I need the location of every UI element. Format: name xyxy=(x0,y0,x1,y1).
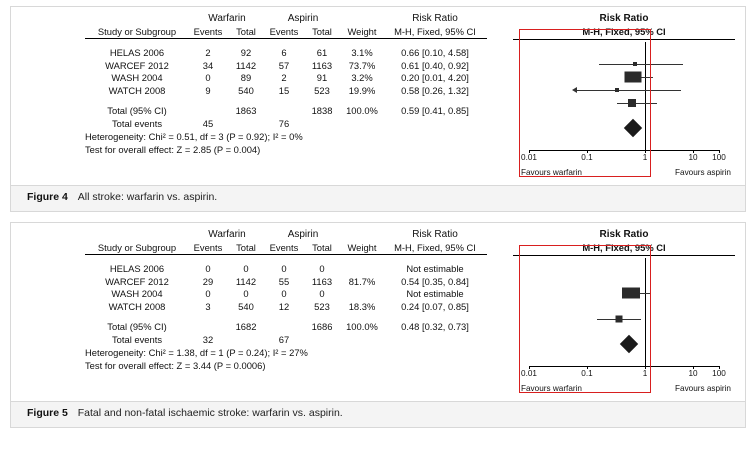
group-header-warfarin: Warfarin xyxy=(208,229,246,240)
table-row-total xyxy=(85,105,487,118)
row-total-warfarin: 1142 xyxy=(235,275,257,287)
col-events-aspirin: Events xyxy=(265,242,303,255)
plot-subtitle: M-H, Fixed, 95% CI xyxy=(513,26,735,41)
meta-analysis-table-5 xyxy=(85,229,487,346)
group-header-aspirin: Aspirin xyxy=(287,229,319,240)
figure-block-4 xyxy=(10,6,746,212)
total-events-label: Total events xyxy=(111,117,163,129)
total-weight: 100.0% xyxy=(346,321,378,332)
row-total-aspirin: 1163 xyxy=(311,59,333,71)
table-row-total-events xyxy=(85,118,487,131)
row-study: WASH 2004 xyxy=(111,288,163,299)
axis-tick-label: 10 xyxy=(688,153,698,162)
row-total-aspirin: 91 xyxy=(316,72,328,83)
row-risk-ratio: 0.61 [0.40, 0.92] xyxy=(401,59,469,71)
row-weight: 19.9% xyxy=(348,84,376,96)
axis-tick-label: 0.1 xyxy=(581,369,593,378)
row-events-aspirin: 0 xyxy=(281,288,287,299)
total-events-count-aspirin: 76 xyxy=(278,117,290,129)
total-events-warfarin xyxy=(189,321,227,334)
row-events-warfarin: 0 xyxy=(205,288,211,299)
table-row-total xyxy=(85,321,487,334)
overall-effect-text: Test for overall effect: Z = 3.44 (P = 0.0006) xyxy=(85,359,266,371)
row-events-aspirin: 6 xyxy=(281,47,287,58)
col-events-warfarin: Events xyxy=(189,26,227,39)
row-weight: 3.1% xyxy=(351,47,373,58)
figure-caption-4 xyxy=(11,185,745,211)
col-events-aspirin: Events xyxy=(265,26,303,39)
heterogeneity-text: Heterogeneity: Chi² = 0.51, df = 3 (P = 0.92); I² = 0% xyxy=(85,131,303,142)
plot-subtitle: M-H, Fixed, 95% CI xyxy=(513,242,735,257)
row-study: WASH 2004 xyxy=(111,72,163,83)
row-events-warfarin: 34 xyxy=(202,59,214,71)
row-total-warfarin: 0 xyxy=(243,288,249,299)
favours-warfarin-label: Favours warfarin xyxy=(521,168,582,177)
total-events-count-aspirin: 67 xyxy=(278,333,290,345)
row-risk-ratio: Not estimable xyxy=(406,263,464,274)
row-risk-ratio: 0.58 [0.26, 1.32] xyxy=(401,84,469,96)
plot-title: Risk Ratio xyxy=(599,229,649,240)
col-risk-ratio: M-H, Fixed, 95% CI xyxy=(383,26,487,39)
row-total-warfarin: 0 xyxy=(243,263,249,274)
table-row xyxy=(85,276,487,289)
col-weight: Weight xyxy=(341,26,383,39)
row-events-aspirin: 0 xyxy=(281,263,287,274)
total-events-count-warfarin: 32 xyxy=(202,333,214,345)
favours-aspirin-label: Favours aspirin xyxy=(675,168,731,177)
col-total-aspirin: Total xyxy=(303,26,341,39)
total-n-warfarin: 1682 xyxy=(235,321,257,332)
figure-caption-5 xyxy=(11,401,745,427)
table-row xyxy=(85,72,487,85)
axis-tick-label: 10 xyxy=(688,369,698,378)
forest-plot-5 xyxy=(513,229,735,397)
row-events-aspirin: 55 xyxy=(278,275,290,287)
group-header-risk-ratio: Risk Ratio xyxy=(412,13,458,24)
total-events-warfarin xyxy=(189,105,227,118)
row-events-warfarin: 0 xyxy=(205,263,211,274)
axis-tick-label: 100 xyxy=(712,369,726,378)
row-events-warfarin: 3 xyxy=(205,300,211,312)
axis-tick-label: 1 xyxy=(642,153,648,162)
row-weight xyxy=(341,288,383,301)
figure-caption-label: Figure 4 xyxy=(27,191,68,203)
table-row-total-events xyxy=(85,334,487,347)
heterogeneity-text: Heterogeneity: Chi² = 1.38, df = 1 (P = 0.24); I² = 27% xyxy=(85,347,308,358)
row-weight: 81.7% xyxy=(348,275,376,287)
col-risk-ratio: M-H, Fixed, 95% CI xyxy=(383,242,487,255)
row-risk-ratio: 0.54 [0.35, 0.84] xyxy=(401,275,469,287)
column-header-row xyxy=(85,26,487,39)
group-header-row xyxy=(85,229,487,242)
row-weight: 3.2% xyxy=(351,72,373,83)
total-n-aspirin: 1686 xyxy=(311,321,333,332)
row-events-warfarin: 0 xyxy=(205,72,211,83)
row-events-aspirin: 2 xyxy=(281,72,287,83)
total-events-aspirin xyxy=(265,105,303,118)
row-total-aspirin: 61 xyxy=(316,47,328,58)
total-risk-ratio: 0.59 [0.41, 0.85] xyxy=(401,105,469,116)
highlight-box xyxy=(519,245,651,393)
total-n-aspirin: 1838 xyxy=(311,105,333,116)
column-header-row xyxy=(85,242,487,255)
row-events-warfarin: 2 xyxy=(205,47,211,58)
row-events-aspirin: 57 xyxy=(278,59,290,71)
total-risk-ratio: 0.48 [0.32, 0.73] xyxy=(401,321,469,332)
row-events-aspirin: 15 xyxy=(278,84,290,96)
table-row xyxy=(85,47,487,60)
figure-caption-label: Figure 5 xyxy=(27,407,68,419)
row-total-warfarin: 89 xyxy=(240,72,252,83)
axis-tick-label: 1 xyxy=(642,369,648,378)
table-row xyxy=(85,288,487,301)
total-label: Total (95% CI) xyxy=(107,105,167,116)
figure-block-5 xyxy=(10,222,746,428)
table-row xyxy=(85,60,487,73)
row-study: WARCEF 2012 xyxy=(105,59,169,71)
row-risk-ratio: 0.66 [0.10, 4.58] xyxy=(401,47,469,58)
row-study: HELAS 2006 xyxy=(109,47,165,58)
table-row xyxy=(85,263,487,276)
row-weight: 73.7% xyxy=(348,59,376,71)
axis-tick-label: 0.1 xyxy=(581,153,593,162)
axis-tick-label: 100 xyxy=(712,153,726,162)
meta-analysis-table-4 xyxy=(85,13,487,130)
row-study: HELAS 2006 xyxy=(109,263,165,274)
row-total-aspirin: 1163 xyxy=(311,275,333,287)
group-header-row xyxy=(85,13,487,26)
col-total-warfarin: Total xyxy=(227,26,265,39)
highlight-box xyxy=(519,29,651,177)
col-events-warfarin: Events xyxy=(189,242,227,255)
row-risk-ratio: Not estimable xyxy=(406,288,464,299)
col-weight: Weight xyxy=(341,242,383,255)
row-total-aspirin: 0 xyxy=(319,288,325,299)
favours-warfarin-label: Favours warfarin xyxy=(521,384,582,393)
row-total-warfarin: 1142 xyxy=(235,59,257,71)
row-weight: 18.3% xyxy=(348,300,376,312)
overall-effect-text: Test for overall effect: Z = 2.85 (P = 0.004) xyxy=(85,143,261,155)
favours-aspirin-label: Favours aspirin xyxy=(675,384,731,393)
forest-plot-4 xyxy=(513,13,735,181)
table-row xyxy=(85,301,487,314)
total-n-warfarin: 1863 xyxy=(235,105,257,116)
total-events-aspirin xyxy=(265,321,303,334)
row-weight xyxy=(341,263,383,276)
row-events-warfarin: 9 xyxy=(205,84,211,96)
row-risk-ratio: 0.20 [0.01, 4.20] xyxy=(401,72,469,83)
col-total-warfarin: Total xyxy=(227,242,265,255)
group-header-warfarin: Warfarin xyxy=(208,13,246,24)
total-weight: 100.0% xyxy=(346,105,378,116)
total-events-count-warfarin: 45 xyxy=(202,117,214,129)
row-total-warfarin: 540 xyxy=(238,300,254,312)
row-study: WARCEF 2012 xyxy=(105,275,169,287)
row-total-aspirin: 523 xyxy=(314,84,330,96)
row-study: WATCH 2008 xyxy=(108,300,166,312)
table-row xyxy=(85,85,487,98)
row-events-warfarin: 29 xyxy=(202,275,214,287)
col-study: Study or Subgroup xyxy=(85,242,189,255)
col-total-aspirin: Total xyxy=(303,242,341,255)
row-risk-ratio: 0.24 [0.07, 0.85] xyxy=(401,300,469,312)
figure-caption-text: All stroke: warfarin vs. aspirin. xyxy=(77,191,218,203)
figure-caption-text: Fatal and non-fatal ischaemic stroke: warfarin vs. aspirin. xyxy=(77,407,343,419)
plot-title: Risk Ratio xyxy=(599,13,649,24)
total-events-label: Total events xyxy=(111,333,163,345)
forest-plot-area-4 xyxy=(11,7,745,185)
row-study: WATCH 2008 xyxy=(108,84,166,96)
row-total-warfarin: 540 xyxy=(238,84,254,96)
group-header-aspirin: Aspirin xyxy=(287,13,319,24)
axis-tick-label: 0.01 xyxy=(521,369,537,378)
group-header-risk-ratio: Risk Ratio xyxy=(412,229,458,240)
total-label: Total (95% CI) xyxy=(107,321,167,332)
col-study: Study or Subgroup xyxy=(85,26,189,39)
row-total-aspirin: 523 xyxy=(314,300,330,312)
forest-plot-area-5 xyxy=(11,223,745,401)
row-total-aspirin: 0 xyxy=(319,263,325,274)
axis-tick-label: 0.01 xyxy=(521,153,537,162)
row-events-aspirin: 12 xyxy=(278,300,290,312)
row-total-warfarin: 92 xyxy=(240,47,252,58)
